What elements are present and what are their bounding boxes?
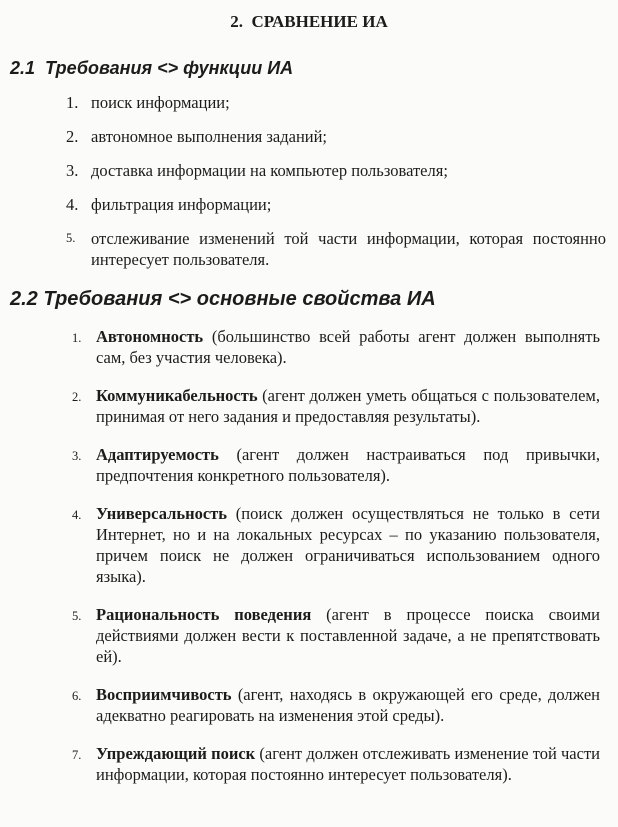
- item-text: фильтрация информации;: [91, 195, 272, 214]
- item-body: [96, 503, 600, 587]
- item-text: доставка информации на компьютер пользователя;: [91, 161, 448, 180]
- item-term: Рациональность поведения: [96, 605, 312, 624]
- item-term: Автономность: [96, 327, 204, 346]
- list-item: [72, 385, 600, 427]
- section-title: Требования <> основные свойства ИА: [43, 288, 436, 310]
- list-item: [66, 228, 606, 270]
- list-item: [72, 684, 600, 726]
- section-title: Требования <> функции ИА: [45, 58, 294, 78]
- item-term: Коммуникабельность: [96, 386, 258, 405]
- item-text: (агент должен уметь общаться с пользователем, принимая от него задания и предоставляя результаты).: [96, 386, 600, 426]
- item-text: (агент, находясь в окружающей его среде, должен адекватно реагировать на изменения этой среды).: [96, 685, 600, 725]
- item-number: 4.: [66, 195, 79, 214]
- item-term: Восприимчивость: [96, 685, 232, 704]
- item-text: (поиск должен осуществляться не только в сети Интернет, но и на локальных ресурсах – по указанию пользователя, причем поиск не должен ограничиваться использованием одного языка).: [96, 504, 600, 586]
- title-number: 2.: [230, 12, 244, 31]
- item-number: 5.: [66, 231, 76, 245]
- item-number: 7.: [72, 748, 82, 762]
- section-number: 2.2: [10, 288, 38, 310]
- item-number: 1.: [66, 93, 79, 112]
- item-body: [96, 385, 600, 427]
- list-item: [66, 92, 606, 113]
- list-item: [72, 604, 600, 667]
- item-term: Универсальность: [96, 504, 227, 523]
- list-item: [72, 444, 600, 486]
- item-text: (агент должен настраиваться под привычки, предпочтения конкретного пользователя).: [96, 445, 600, 485]
- properties-list: [72, 326, 600, 802]
- section-heading-2-1: [10, 58, 293, 79]
- item-number: 6.: [72, 689, 82, 703]
- item-text: отслеживание изменений той части информации, которая постоянно интересует пользователя.: [91, 229, 606, 269]
- list-item: [72, 743, 600, 785]
- item-term: Адаптируемость: [96, 445, 219, 464]
- list-item: [72, 503, 600, 587]
- item-text: (большинство всей работы агент должен выполнять сам, без участия человека).: [96, 327, 600, 367]
- item-number: 1.: [72, 331, 82, 345]
- list-item: [72, 326, 600, 368]
- item-body: [96, 326, 600, 368]
- item-number: 2.: [66, 127, 79, 146]
- item-body: [96, 743, 600, 785]
- functions-list: [66, 92, 606, 270]
- item-body: [96, 604, 600, 667]
- item-text: автономное выполнения заданий;: [91, 127, 328, 146]
- list-item: [66, 194, 606, 215]
- list-item: [66, 160, 606, 181]
- item-number: 3.: [66, 161, 79, 180]
- item-number: 2.: [72, 390, 82, 404]
- item-number: 3.: [72, 449, 82, 463]
- list-item: [66, 126, 606, 147]
- title-text: СРАВНЕНИЕ ИА: [251, 12, 388, 31]
- item-term: Упреждающий поиск: [96, 744, 256, 763]
- item-text: (агент должен отслеживать изменение той части информации, которая постоянно интересует пользователя).: [96, 744, 600, 784]
- item-number: 4.: [72, 508, 82, 522]
- item-body: [96, 684, 600, 726]
- item-body: [96, 444, 600, 486]
- section-heading-2-2: [10, 288, 436, 311]
- page-title: [0, 12, 618, 32]
- item-number: 5.: [72, 609, 82, 623]
- item-text: (агент в процессе поиска своими действиями должен вести к поставленной задаче, а не препятствовать ей).: [96, 605, 600, 666]
- item-text: поиск информации;: [91, 93, 230, 112]
- section-number: 2.1: [10, 58, 36, 78]
